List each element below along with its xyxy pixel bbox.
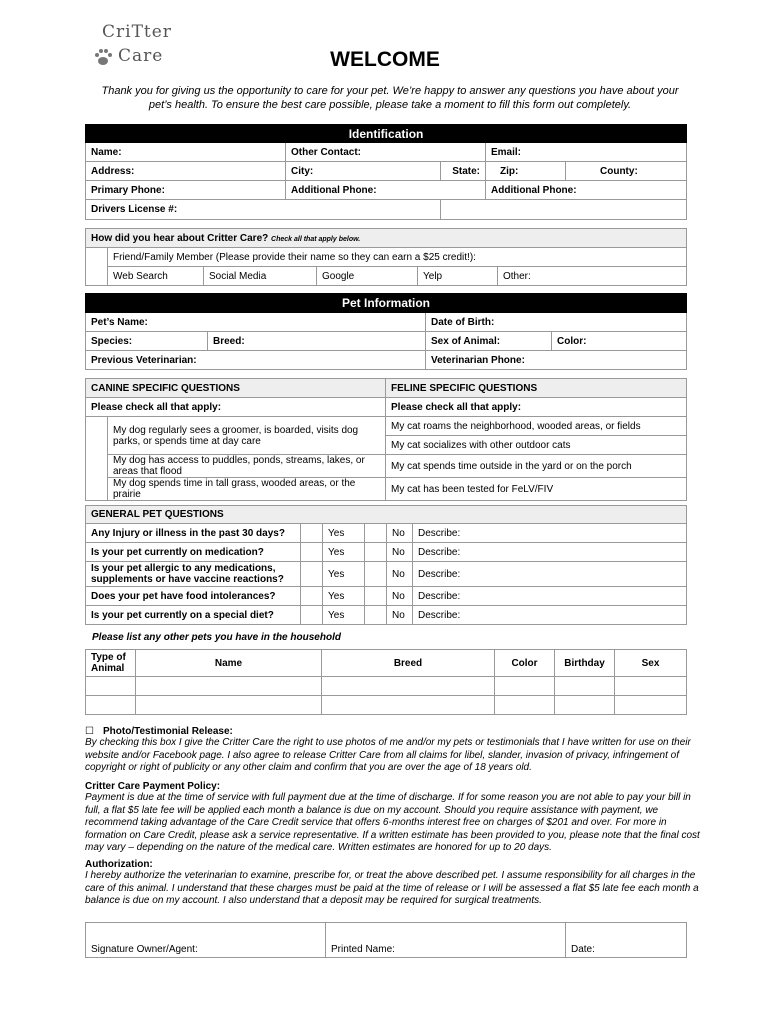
release-checkbox[interactable]: ☐	[85, 726, 94, 737]
describe-field[interactable]: Describe:	[413, 587, 687, 606]
referral-table	[85, 228, 687, 286]
feline-option[interactable]: My cat has been tested for FeLV/FIV	[386, 478, 687, 501]
additional-phone-field[interactable]: Additional Phone:	[286, 181, 486, 200]
signature-table	[85, 922, 687, 958]
no-checkbox[interactable]	[365, 562, 387, 587]
yes-checkbox[interactable]	[301, 543, 323, 562]
yes-label: Yes	[323, 587, 365, 606]
logo-line2: Care	[118, 46, 164, 66]
signature-owner-field[interactable]: Signature Owner/Agent:	[86, 923, 326, 958]
no-label: No	[387, 587, 413, 606]
web-search-option[interactable]: Web Search	[108, 267, 204, 286]
identification-table	[85, 124, 687, 220]
printed-name-field[interactable]: Printed Name:	[326, 923, 566, 958]
no-label: No	[387, 606, 413, 625]
yes-label: Yes	[323, 524, 365, 543]
release-text: By checking this box I give the Critter Care the right to use photos of me and/or my pets or testimonials that I have written for use on their website and/or Facebook page. I also agree to release Critter Care from all claims for libel, slander, invasion of privacy, infringement of copyright or right of publicity or any other claim and confirm that you are over the age of 18 years old.	[85, 737, 691, 773]
feline-option[interactable]: My cat spends time outside in the yard or on the porch	[386, 455, 687, 478]
describe-field[interactable]: Describe:	[413, 543, 687, 562]
column-header: Type of Animal	[86, 650, 136, 677]
canine-header: CANINE SPECIFIC QUESTIONS	[86, 379, 386, 398]
pet-info-table	[85, 293, 687, 370]
describe-field[interactable]: Describe:	[413, 524, 687, 543]
drivers-license-field[interactable]: Drivers License #:	[86, 200, 441, 220]
release-title: Photo/Testimonial Release:	[103, 726, 233, 737]
social-media-option[interactable]: Social Media	[204, 267, 317, 286]
feline-check-label: Please check all that apply:	[386, 398, 687, 417]
no-label: No	[387, 524, 413, 543]
general-header: GENERAL PET QUESTIONS	[86, 506, 687, 524]
question-label: Is your pet allergic to any medications, supplements or have vaccine reactions?	[86, 562, 301, 587]
no-checkbox[interactable]	[365, 587, 387, 606]
identification-header: Identification	[86, 125, 687, 143]
no-checkbox[interactable]	[365, 524, 387, 543]
table-row[interactable]	[86, 677, 687, 696]
intro-text: Thank you for giving us the opportunity to care for your pet. We’re happy to answer any questions you have about your pet’s health. To ensure the best care possible, please take a moment to fill this form out completely.	[101, 85, 679, 111]
name-field[interactable]: Name:	[86, 143, 286, 162]
yes-checkbox[interactable]	[301, 524, 323, 543]
additional-phone-field-2[interactable]: Additional Phone:	[486, 181, 687, 200]
payment-text: Payment is due at the time of service with full payment due at the time of discharge. If for some reason you are not able to pay your bill in full, a flat $5 late fee will be applied each month a balance is due on my account. Should you require assistance with payment, we recommend taking advantage of the Care Credit service that offers 6-months interest free on charges of $201 and over. For more in formation on Care Credit, please ask a service representative. If a written estimate has been provided to you, please note that the final cost may vary – depending on the nature of the medical care. Written estimates are honored for up to 20 days.	[85, 792, 700, 853]
yes-checkbox[interactable]	[301, 562, 323, 587]
describe-field[interactable]: Describe:	[413, 562, 687, 587]
question-label: Any Injury or illness in the past 30 days?	[86, 524, 301, 543]
city-field[interactable]: City:	[286, 162, 441, 181]
pet-name-field[interactable]: Pet’s Name:	[86, 313, 426, 332]
species-questions-table	[85, 378, 687, 501]
zip-field[interactable]: Zip:	[486, 162, 566, 181]
color-field[interactable]: Color:	[552, 332, 687, 351]
county-field[interactable]: County:	[566, 162, 687, 181]
column-header: Sex	[615, 650, 687, 677]
canine-option[interactable]: My dog has access to puddles, ponds, streams, lakes, or areas that flood	[108, 455, 386, 478]
logo-line1: CriTter	[102, 22, 172, 42]
referral-question-note: Check all that apply below.	[271, 235, 361, 243]
google-option[interactable]: Google	[317, 267, 418, 286]
column-header: Breed	[322, 650, 495, 677]
date-field[interactable]: Date:	[566, 923, 687, 958]
species-field[interactable]: Species:	[86, 332, 208, 351]
page-title: WELCOME	[330, 48, 440, 71]
release-section	[85, 726, 695, 775]
other-pets-table	[85, 649, 687, 715]
drivers-license-blank[interactable]	[441, 200, 687, 220]
general-questions-table	[85, 505, 687, 625]
question-label: Does your pet have food intolerances?	[86, 587, 301, 606]
no-label: No	[387, 562, 413, 587]
friend-family-option[interactable]: Friend/Family Member (Please provide their name so they can earn a $25 credit!):	[108, 248, 687, 267]
authorization-title: Authorization:	[85, 859, 153, 870]
canine-option[interactable]: My dog spends time in tall grass, wooded areas, or the prairie	[108, 478, 386, 501]
canine-option[interactable]: My dog regularly sees a groomer, is boarded, visits dog parks, or spends time at day care	[108, 417, 386, 455]
sex-field[interactable]: Sex of Animal:	[426, 332, 552, 351]
column-header: Birthday	[555, 650, 615, 677]
payment-section	[85, 781, 700, 855]
question-label: Is your pet currently on a special diet?	[86, 606, 301, 625]
column-header: Name	[136, 650, 322, 677]
yes-checkbox[interactable]	[301, 606, 323, 625]
dob-field[interactable]: Date of Birth:	[426, 313, 687, 332]
address-field[interactable]: Address:	[86, 162, 286, 181]
authorization-section	[85, 859, 700, 908]
no-checkbox[interactable]	[365, 606, 387, 625]
primary-phone-field[interactable]: Primary Phone:	[86, 181, 286, 200]
question-label: Is your pet currently on medication?	[86, 543, 301, 562]
prev-vet-field[interactable]: Previous Veterinarian:	[86, 351, 426, 370]
yes-checkbox[interactable]	[301, 587, 323, 606]
payment-title: Critter Care Payment Policy:	[85, 781, 221, 792]
table-row[interactable]	[86, 696, 687, 715]
vet-phone-field[interactable]: Veterinarian Phone:	[426, 351, 687, 370]
other-pets-label: Please list any other pets you have in the household	[92, 632, 341, 643]
other-contact-field[interactable]: Other Contact:	[286, 143, 486, 162]
authorization-text: I hereby authorize the veterinarian to examine, prescribe for, or treat the above described pet. I assume responsibility for all charges in the care of this animal. I understand that these charges must be paid at the time of release or I will be assessed a flat $5 late fee each month a balance is due on my account. I also understand that a deposit may be required for surgical treatments.	[85, 870, 699, 906]
feline-option[interactable]: My cat socializes with other outdoor cats	[386, 436, 687, 455]
email-field[interactable]: Email:	[486, 143, 687, 162]
canine-check-label: Please check all that apply:	[86, 398, 386, 417]
referral-question-text: How did you hear about Critter Care?	[91, 232, 269, 244]
yes-label: Yes	[323, 562, 365, 587]
other-option[interactable]: Other:	[498, 267, 687, 286]
yelp-option[interactable]: Yelp	[418, 267, 498, 286]
no-label: No	[387, 543, 413, 562]
describe-field[interactable]: Describe:	[413, 606, 687, 625]
feline-option[interactable]: My cat roams the neighborhood, wooded areas, or fields	[386, 417, 687, 436]
state-field[interactable]: State:	[441, 162, 486, 181]
yes-label: Yes	[323, 543, 365, 562]
yes-label: Yes	[323, 606, 365, 625]
pet-info-header: Pet Information	[86, 294, 687, 313]
breed-field[interactable]: Breed:	[208, 332, 426, 351]
referral-question	[86, 229, 687, 248]
no-checkbox[interactable]	[365, 543, 387, 562]
column-header: Color	[495, 650, 555, 677]
feline-header: FELINE SPECIFIC QUESTIONS	[386, 379, 687, 398]
